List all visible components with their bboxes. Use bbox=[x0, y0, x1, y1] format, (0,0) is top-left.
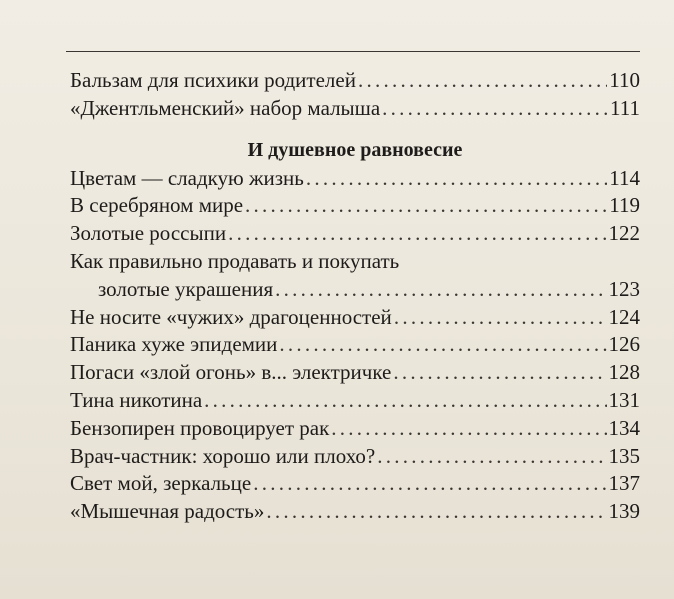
dot-leader bbox=[377, 443, 606, 471]
dot-leader bbox=[253, 470, 606, 498]
toc-entry-title: В серебряном мире bbox=[70, 193, 244, 218]
toc-entry-page: 122 bbox=[608, 221, 640, 246]
toc-entry-page: 131 bbox=[608, 387, 640, 412]
toc-entry-title: Погаси «злой огонь» в... электричке bbox=[70, 360, 392, 385]
toc-entry bbox=[70, 470, 640, 498]
toc-entry-page: 119 bbox=[609, 193, 640, 218]
toc-entry bbox=[70, 165, 640, 193]
toc-entry bbox=[70, 331, 640, 359]
toc-entry bbox=[70, 304, 640, 332]
toc-entry-title: Не носите «чужих» драгоценностей bbox=[70, 304, 392, 329]
toc-entry-page: 135 bbox=[608, 443, 640, 468]
toc-entry-page: 114 bbox=[609, 165, 640, 190]
dot-leader bbox=[382, 95, 608, 123]
toc-entry-page: 110 bbox=[609, 68, 640, 92]
toc-entry-title-line1: Как правильно продавать и покупать bbox=[70, 248, 400, 273]
dot-leader bbox=[245, 192, 607, 220]
section-heading: И душевное равновесие bbox=[247, 138, 463, 161]
toc-entry-page: 134 bbox=[608, 415, 640, 440]
dot-leader bbox=[394, 304, 607, 332]
toc-entry bbox=[70, 387, 640, 415]
toc-entry bbox=[70, 192, 640, 220]
toc-entry-title: Цветам — сладкую жизнь bbox=[70, 165, 304, 190]
top-rule bbox=[66, 51, 640, 52]
toc-entry-title: «Мышечная радость» bbox=[70, 499, 265, 524]
toc-entry bbox=[70, 415, 640, 443]
toc-entry bbox=[70, 220, 640, 248]
dot-leader bbox=[228, 220, 606, 248]
toc-entry-page: 126 bbox=[608, 332, 640, 357]
toc-entry-title: «Джентльменский» набор малыша bbox=[70, 95, 381, 120]
toc-entry-page: 128 bbox=[608, 360, 640, 385]
toc-entry-title: Бальзам для психики родителей bbox=[70, 68, 356, 92]
dot-leader bbox=[204, 387, 606, 415]
dot-leader bbox=[306, 165, 607, 193]
toc-entry-title: Бензопирен провоцирует рак bbox=[70, 415, 330, 440]
toc-entry-page: 111 bbox=[610, 95, 640, 120]
toc-entry-title: Золотые россыпи bbox=[70, 221, 227, 246]
dot-leader bbox=[266, 498, 606, 526]
toc-entry-title: золотые украшения bbox=[98, 276, 274, 301]
table-of-contents bbox=[70, 67, 640, 526]
toc-entry-title: Врач-частник: хорошо или плохо? bbox=[70, 443, 376, 468]
toc-entry bbox=[70, 359, 640, 387]
toc-entry-page: 137 bbox=[608, 471, 640, 496]
toc-entry bbox=[70, 443, 640, 471]
toc-entry bbox=[70, 276, 640, 304]
toc-entry-title: Тина никотина bbox=[70, 387, 203, 412]
dot-leader bbox=[393, 359, 606, 387]
toc-entry-page: 123 bbox=[608, 276, 640, 301]
toc-entry-page: 139 bbox=[608, 499, 640, 524]
dot-leader bbox=[279, 331, 606, 359]
toc-entry-title: Свет мой, зеркальце bbox=[70, 471, 252, 496]
toc-entry bbox=[70, 498, 640, 526]
toc-entry-page: 124 bbox=[608, 304, 640, 329]
dot-leader bbox=[358, 67, 607, 95]
toc-entry bbox=[70, 95, 640, 123]
dot-leader bbox=[331, 415, 606, 443]
dot-leader bbox=[275, 276, 606, 304]
toc-entry-title: Паника хуже эпидемии bbox=[70, 332, 278, 357]
toc-entry bbox=[70, 67, 640, 95]
